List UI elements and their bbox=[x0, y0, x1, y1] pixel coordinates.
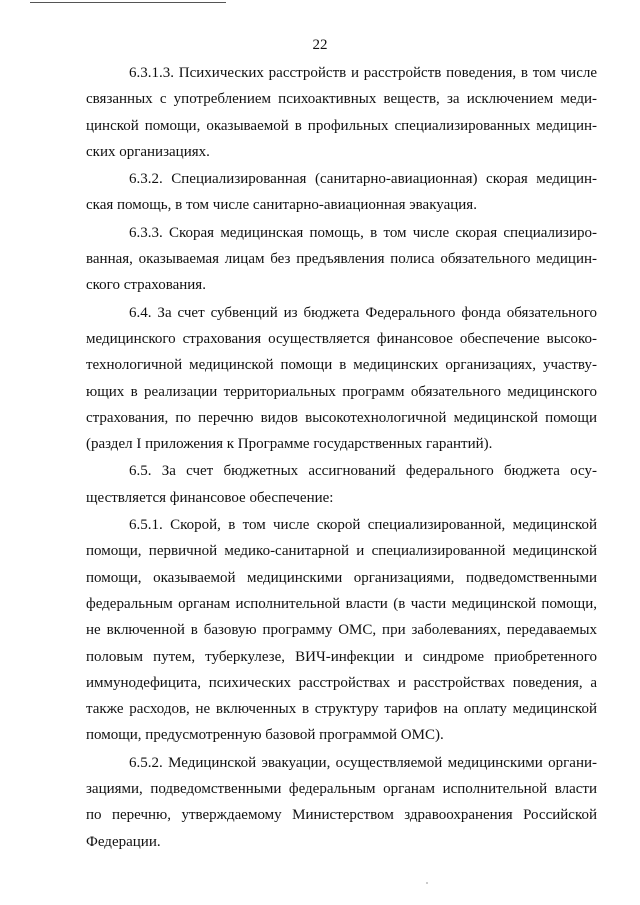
text-line: ванная, оказываемая лицам без предъявления полиса обязательного медицин- bbox=[86, 251, 597, 268]
text-line: ского страхования. bbox=[86, 277, 206, 294]
text-line: федеральным органам исполнительной власти (в части медицинской помощи, bbox=[86, 595, 597, 612]
text-line: ская помощь, в том числе санитарно-авиационная эвакуация. bbox=[86, 197, 477, 214]
paragraph-6-5-2 bbox=[86, 750, 597, 855]
paragraph-6-3-1-3 bbox=[86, 60, 597, 165]
paragraph-6-3-3 bbox=[86, 220, 597, 299]
text-line: 6.5.2. Медицинской эвакуации, осуществляемой медицинскими органи- bbox=[129, 754, 597, 771]
text-line: половым путем, туберкулезе, ВИЧ-инфекции и синдроме приобретенного bbox=[86, 648, 597, 665]
text-line: 6.4. За счет субвенций из бюджета Федерального фонда обязательного bbox=[129, 304, 597, 321]
text-line: медицинского страхования осуществляется финансовое обеспечение высоко- bbox=[86, 330, 597, 347]
paragraph-6-5-1 bbox=[86, 512, 597, 749]
page-number: 22 bbox=[312, 37, 328, 53]
text-line: страхования, по перечню видов высокотехнологичной медицинской помощи bbox=[86, 409, 597, 426]
paragraph-6-3-2 bbox=[86, 166, 597, 219]
paragraph-6-5 bbox=[86, 458, 597, 511]
text-line: не включенной в базовую программу ОМС, при заболеваниях, передаваемых bbox=[86, 622, 597, 639]
text-line: также расходов, не включенных в структуру тарифов на оплату медицинской bbox=[86, 701, 597, 718]
text-line: по перечню, утверждаемому Министерством здравоохранения Российской bbox=[86, 807, 597, 824]
text-line: 6.5. За счет бюджетных ассигнований федерального бюджета осу- bbox=[129, 463, 597, 480]
text-line: зациями, подведомственными федеральным органам исполнительной власти bbox=[86, 781, 597, 798]
text-line: иммунодефицита, психических расстройствах и расстройствах поведения, а bbox=[86, 674, 597, 691]
text-line: помощи, оказываемой медицинскими организациями, подведомственными bbox=[86, 569, 597, 586]
text-line: помощи, предусмотренную базовой программой ОМС). bbox=[86, 727, 444, 744]
text-line: 6.5.1. Скорой, в том числе скорой специализированной, медицинской bbox=[129, 517, 597, 534]
text-line: 6.3.1.3. Психических расстройств и расстройств поведения, в том числе bbox=[129, 65, 597, 81]
text-line: связанных с употреблением психоактивных веществ, за исключением меди- bbox=[86, 91, 597, 108]
text-line: 6.3.2. Специализированная (санитарно-авиационная) скорая медицин- bbox=[129, 171, 597, 188]
text-line: ющих в реализации территориальных программ обязательного медицинского bbox=[86, 383, 597, 400]
text-line: (раздел I приложения к Программе государственных гарантий). bbox=[86, 436, 493, 453]
paragraph-6-4 bbox=[86, 300, 597, 458]
document-body bbox=[86, 60, 597, 855]
text-line: технологичной медицинской помощи в медицинских организациях, участву- bbox=[86, 357, 597, 374]
text-line: цинской помощи, оказываемой в профильных специализированных медицин- bbox=[86, 117, 597, 134]
text-line: ществляется финансовое обеспечение: bbox=[86, 489, 334, 506]
text-line: помощи, первичной медико-санитарной и специализированной медицинской bbox=[86, 543, 597, 560]
text-line: Федерации. bbox=[86, 833, 161, 850]
header-rule bbox=[30, 2, 226, 3]
scan-speck bbox=[426, 882, 428, 884]
text-line: ских организациях. bbox=[86, 143, 210, 160]
text-line: 6.3.3. Скорая медицинская помощь, в том числе скорая специализиро- bbox=[129, 224, 597, 241]
